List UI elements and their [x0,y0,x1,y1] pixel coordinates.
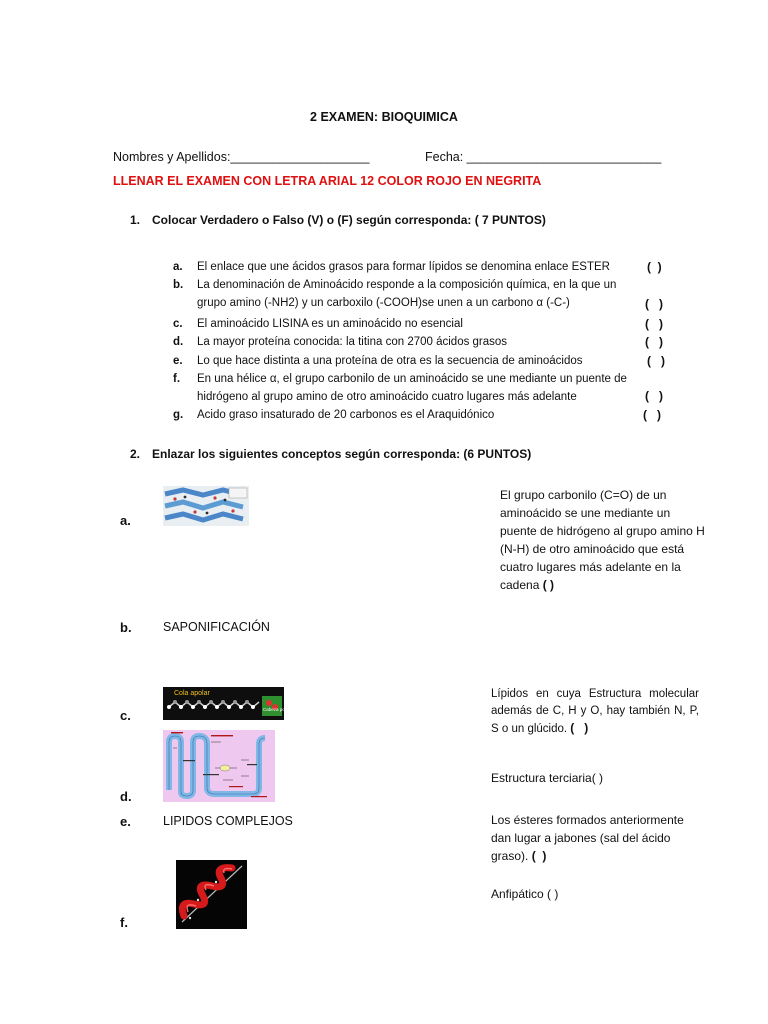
match-letter-d: d. [120,789,132,804]
answer-blank-g[interactable]: ( ) [643,408,661,422]
item-letter: b. [173,279,184,291]
tf-item-c [173,316,673,334]
tf-item-e [173,353,673,371]
fatty-acid-image [163,687,290,720]
item-letter: a. [173,261,183,273]
item-letter: f. [173,373,181,385]
definition-text: Los ésteres formados anteriormente dan lugar a jabones (sal del ácido graso). [491,813,684,863]
cola-apolar-label: Cola apolar [174,690,210,697]
question-1-text: Colocar Verdadero o Falso (V) o (F) según corresponda: ( 7 PUNTOS) [152,213,546,227]
item-letter: g. [173,409,184,421]
cabeza-polar-label: Cabeza polar [263,707,290,712]
instruction-text: LLENAR EL EXAMEN CON LETRA ARIAL 12 COLOR ROJO EN NEGRITA [113,174,542,188]
match-letter-b: b. [120,620,132,635]
tf-item-g [173,407,673,425]
question-2-heading [130,447,531,461]
question-2-number: 2. [130,447,141,461]
definition-answer-blank[interactable]: ( ) [542,578,555,592]
item-text: La mayor proteína conocida: la titina con 2700 ácidos grasos [197,336,508,348]
definition-text: Lípidos en cuya Estructura molecular además de C, H y O, hay también N, P, S o un glúcido. [491,688,699,735]
item-text: El enlace que une ácidos grasos para formar lípidos se denomina enlace ESTER [197,261,610,273]
item-text: En una hélice α, el grupo carbonilo de un aminoácido se une mediante un puente de hidrógeno al grupo amino de otro aminoácido cuatro lugares más adelante [197,373,627,403]
question-1-number: 1. [130,213,141,227]
answer-blank-f[interactable]: ( ) [645,389,663,403]
concept-lipidos-complejos: LIPIDOS COMPLEJOS [163,814,293,828]
tf-item-f [173,371,673,407]
definition-lipidos-complejos [491,686,699,738]
definition-text: El grupo carbonilo (C=O) de un aminoácido se une mediante un puente de hidrógeno al grupo amino H (N-H) de otro aminoácido que está cuatro lugares más adelante en la cadena [500,488,705,592]
item-text: Acido graso insaturado de 20 carbonos es el Araquidónico [197,409,495,421]
definition-anfipatico[interactable]: Anfipático ( ) [491,887,559,901]
alpha-helix-image [176,860,247,929]
date-field[interactable]: Fecha: ____________________________ [425,150,662,164]
item-letter: c. [173,318,183,330]
tf-item-a [173,259,673,277]
match-letter-f: f. [120,915,128,930]
match-letter-e: e. [120,814,131,829]
definition-estructura-terciaria[interactable]: Estructura terciaria( ) [491,771,604,785]
exam-title: 2 EXAMEN: BIOQUIMICA [310,110,458,124]
item-letter: d. [173,336,184,348]
match-letter-a: a. [120,513,131,528]
definition-answer-blank[interactable]: ( ) [531,849,547,863]
definition-answer-blank[interactable]: ( ) [570,721,589,735]
answer-blank-b[interactable]: ( ) [645,297,663,311]
name-field[interactable]: Nombres y Apellidos:____________________ [113,150,370,164]
item-text: Lo que hace distinta a una proteína de otra es la secuencia de aminoácidos [197,355,583,367]
tertiary-structure-image [163,730,275,802]
item-letter: e. [173,355,183,367]
tf-item-d [173,334,673,352]
question-1-heading [130,213,546,227]
concept-saponificacion: SAPONIFICACIÓN [163,620,270,634]
answer-blank-d[interactable]: ( ) [645,335,663,349]
answer-blank-a[interactable]: ( ) [647,260,662,274]
answer-blank-c[interactable]: ( ) [645,317,663,331]
definition-alpha-helix [500,486,705,594]
beta-sheet-image [163,486,249,526]
item-text: La denominación de Aminoácido responde a la composición química, en la que un grupo amino (-NH2) y un carboxilo (-COOH)se unen a un carbono α (-C-) [197,279,617,309]
item-text: El aminoácido LISINA es un aminoácido no esencial [197,318,463,330]
question-2-text: Enlazar los siguientes conceptos según corresponda: (6 PUNTOS) [152,447,532,461]
answer-blank-e[interactable]: ( ) [647,354,665,368]
tf-item-b [173,277,673,313]
match-letter-c: c. [120,708,131,723]
definition-saponificacion [491,811,686,865]
